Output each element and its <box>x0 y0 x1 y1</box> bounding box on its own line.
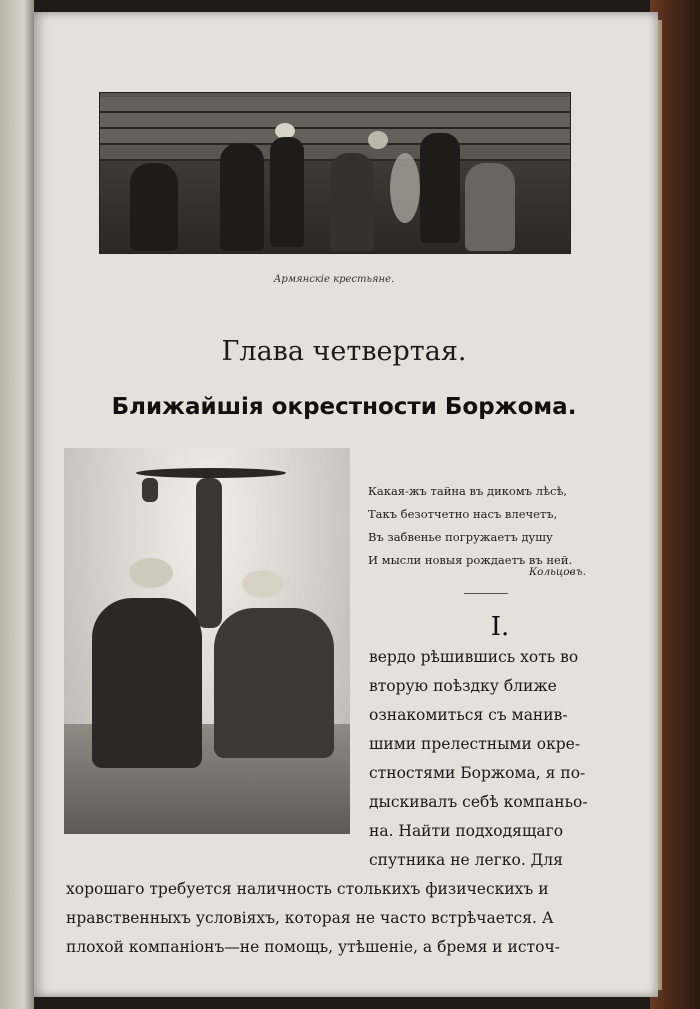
section-number: I. <box>490 612 510 642</box>
body-text-line: вторую поѣздку ближе <box>369 677 557 695</box>
body-text-line: хорошаго требуется наличность столькихъ физическихъ и <box>66 880 549 898</box>
divider <box>464 593 508 594</box>
epigraph-line: Въ забвенье погружаетъ душу <box>368 530 553 544</box>
body-text-line: плохой компаніонъ—не помощь, утѣшеніе, а бремя и источ- <box>66 938 560 956</box>
photo-caption: Армянскіе крестьяне. <box>273 274 395 285</box>
body-text-line: на. Найти подходящаго <box>369 822 564 840</box>
epigraph-line: Какая-жъ тайна въ дикомъ лѣсѣ, <box>368 484 568 498</box>
book-page <box>34 12 658 997</box>
body-text-line: дыскивалъ себѣ компаньо- <box>369 793 588 811</box>
epigraph <box>368 480 632 572</box>
epigraph-author: Кольцовъ. <box>529 566 586 578</box>
body-text-line: стностями Боржома, я по- <box>369 764 586 782</box>
peasants-photo <box>99 92 571 254</box>
body-text-line: вердо рѣшившись хоть во <box>369 648 579 666</box>
body-text-line: ознакомиться съ манив- <box>369 706 568 724</box>
epigraph-line: Такъ безотчетно насъ влечетъ, <box>368 507 558 521</box>
body-text-line: спутника не легко. Для <box>369 851 563 869</box>
chapter-heading: Глава четвертая. <box>221 336 467 367</box>
body-text-line: шими прелестными окре- <box>369 735 581 753</box>
body-text-line: нравственныхъ условіяхъ, которая не часто встрѣчается. А <box>66 909 554 927</box>
two-men-photo <box>64 448 350 834</box>
section-title: Ближайшія окрестности Боржома. <box>111 394 577 420</box>
facing-page-edge <box>0 0 34 1009</box>
epigraph-line: И мысли новыя рождаетъ въ ней. <box>368 553 573 567</box>
